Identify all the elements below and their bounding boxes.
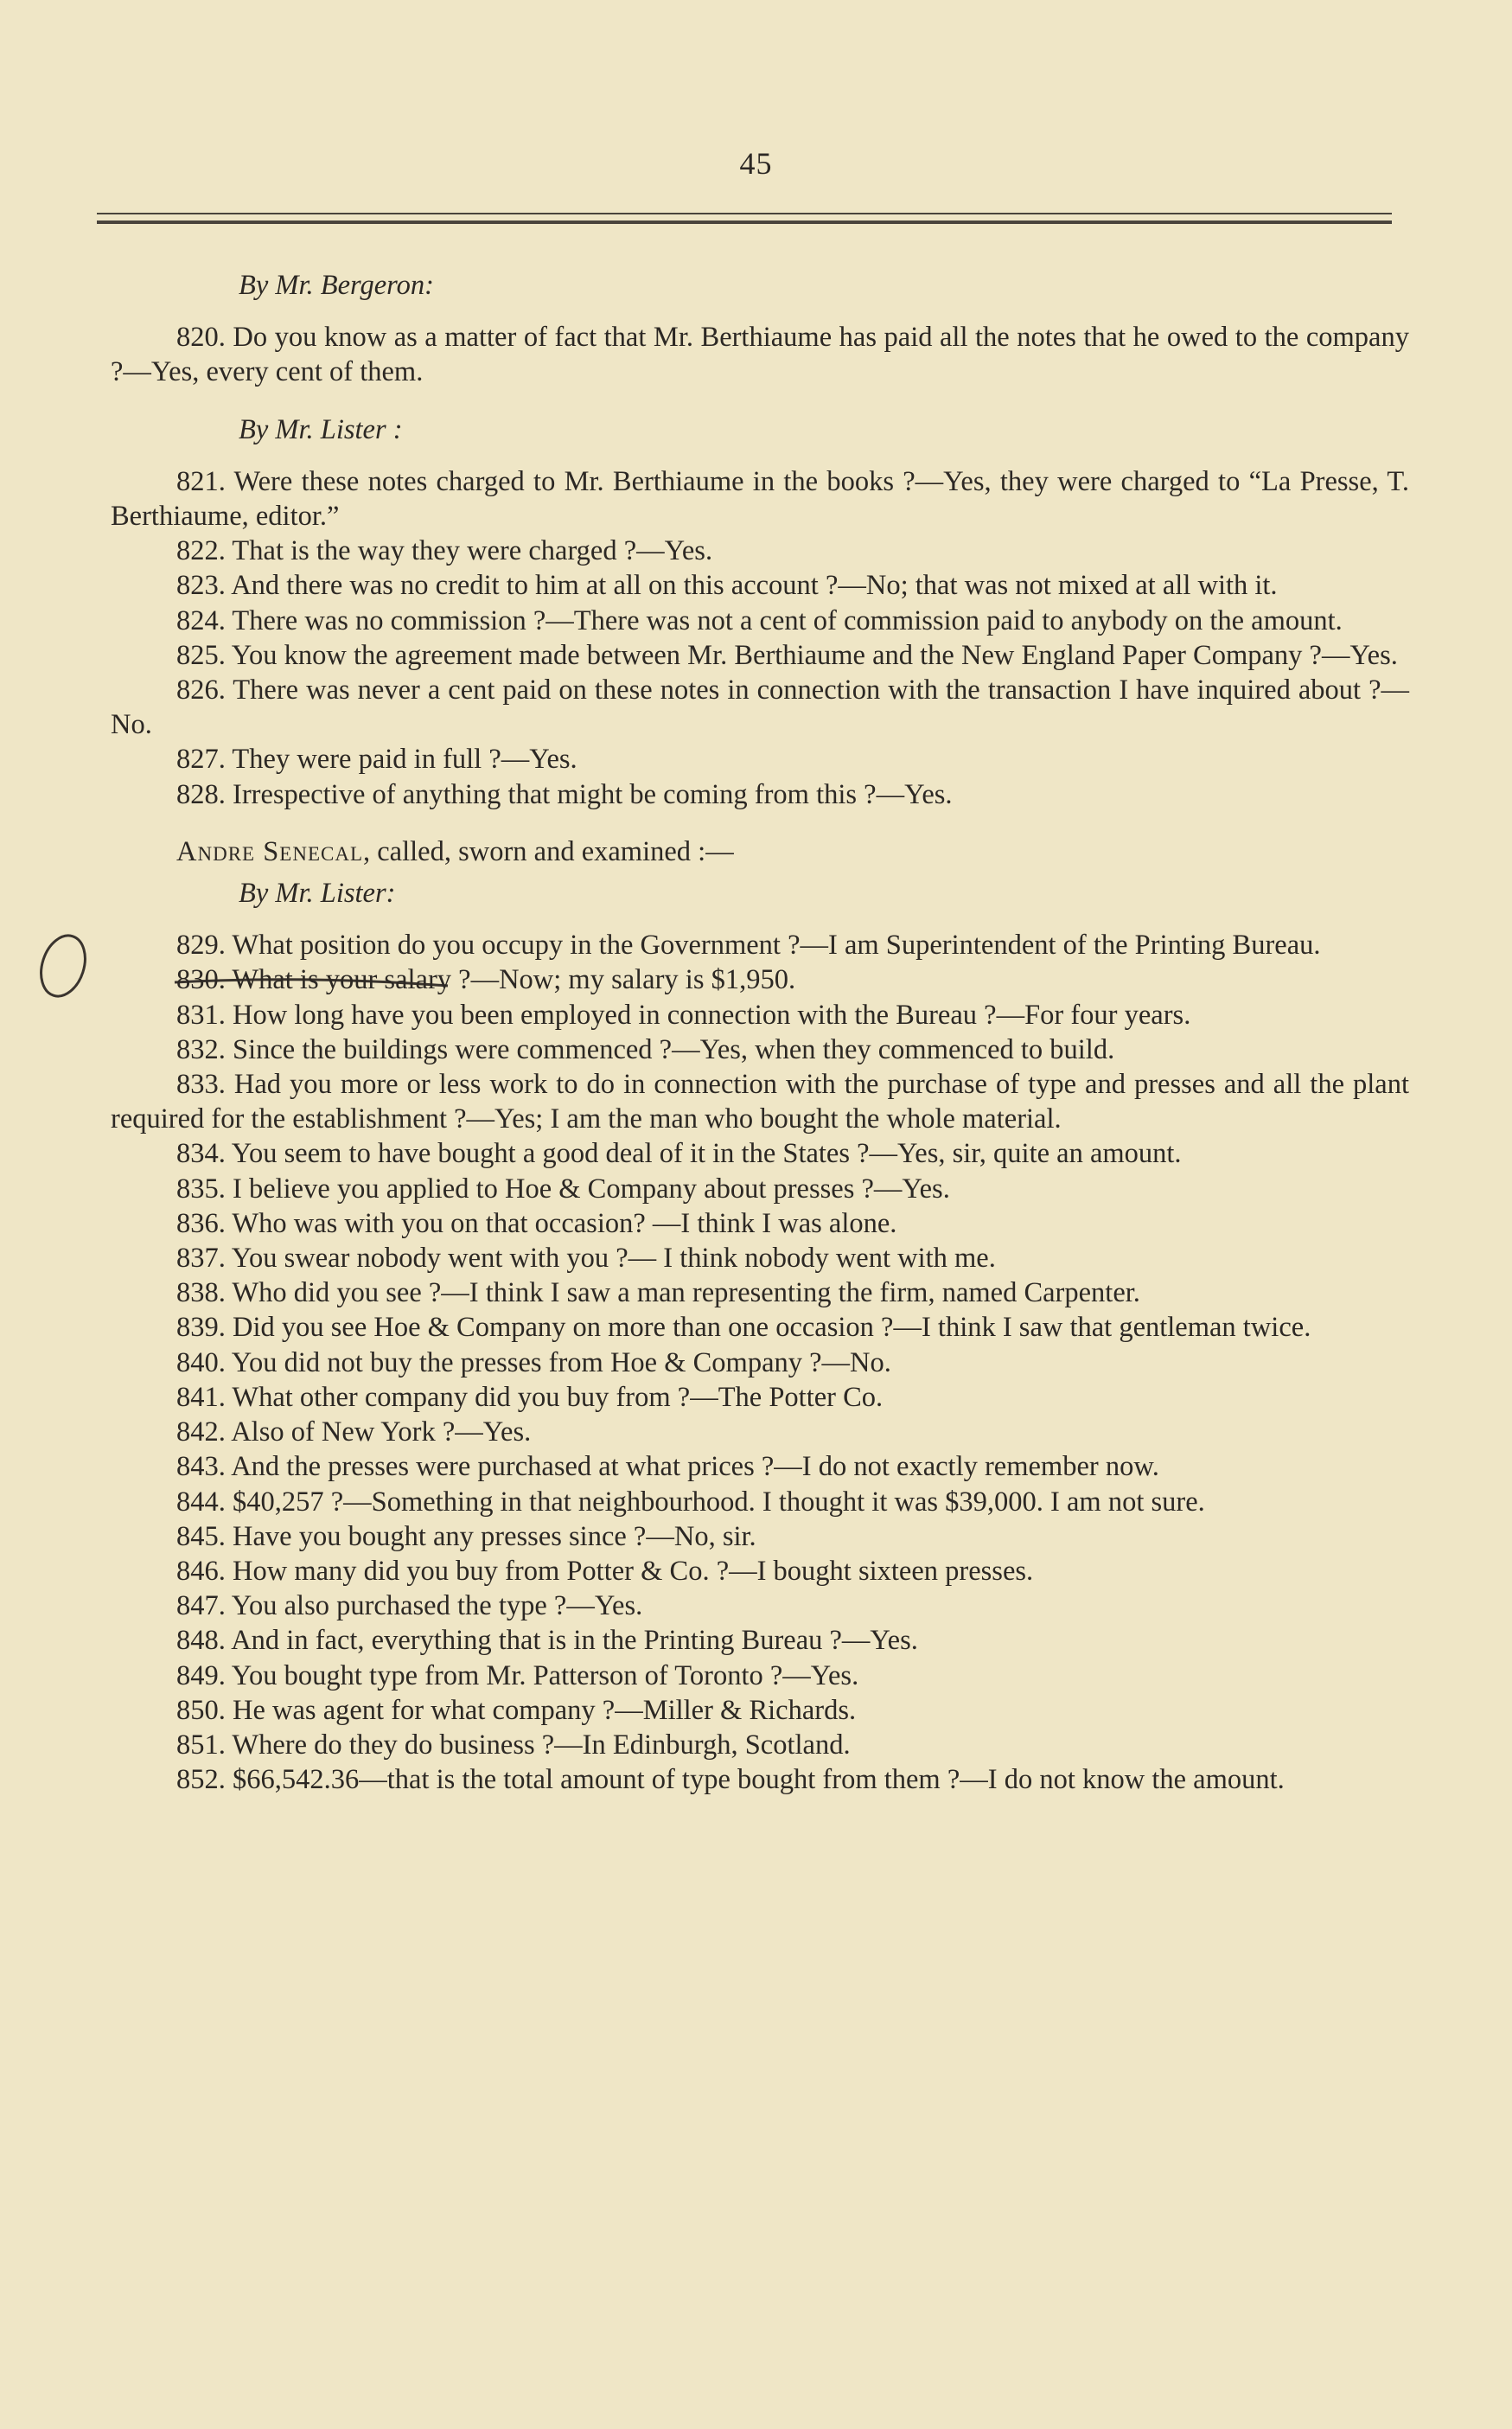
byline: By Mr. Lister: <box>239 878 396 910</box>
qa-paragraph: 832. Since the buildings were commenced ?—Yes, when they commenced to build. <box>176 1033 1115 1065</box>
header-rule-thin <box>97 213 1392 214</box>
qa-paragraph: 824. There was no commission ?—There was not a cent of commission paid to anybody on the amount. <box>176 604 1343 636</box>
witness-called-text: , called, sworn and examined :— <box>363 835 734 867</box>
qa-paragraph: 825. You know the agreement made between Mr. Berthiaume and the New England Paper Company ?—Yes. <box>176 639 1398 671</box>
qa-paragraph: 823. And there was no credit to him at all on this account ?—No; that was not mixed at all with it. <box>176 570 1278 602</box>
qa-paragraph: 841. What other company did you buy from ?—The Potter Co. <box>176 1381 884 1413</box>
qa-paragraph: 837. You swear nobody went with you ?— I think nobody went with me. <box>176 1243 996 1275</box>
page-number: 45 <box>739 146 773 181</box>
qa-paragraph: 833. Had you more or less work to do in connection with the purchase of type and presses and all the plant required for the establishment ?—Yes; I am the man who bought the whole material. <box>111 1069 1409 1135</box>
qa-paragraph: 836. Who was with you on that occasion? —I think I was alone. <box>176 1207 897 1239</box>
testimony-text <box>111 268 1409 1797</box>
qa-paragraph: 847. You also purchased the type ?—Yes. <box>176 1590 643 1622</box>
header-rule-thick <box>97 221 1392 224</box>
qa-paragraph: 844. $40,257 ?—Something in that neighbourhood. I thought it was $39,000. I am not sure. <box>176 1486 1205 1518</box>
qa-paragraph: 842. Also of New York ?—Yes. <box>176 1416 532 1448</box>
qa-paragraph: 834. You seem to have bought a good deal of it in the States ?—Yes, sir, quite an amount. <box>176 1138 1182 1170</box>
qa-paragraph: 820. Do you know as a matter of fact that Mr. Berthiaume has paid all the notes that he owed to the company ?—Yes, every cent of them. <box>111 322 1409 388</box>
qa-paragraph: 822. That is the way they were charged ?—Yes. <box>176 535 713 567</box>
qa-paragraph: 827. They were paid in full ?—Yes. <box>176 744 577 776</box>
qa-paragraph: 829. What position do you occupy in the Government ?—I am Superintendent of the Printing Bureau. <box>176 930 1321 962</box>
qa-paragraph: 830. What is your salary ?—Now; my salary is $1,950. <box>176 964 796 996</box>
qa-paragraph: 839. Did you see Hoe & Company on more than one occasion ?—I think I saw that gentleman twice. <box>176 1312 1311 1344</box>
witness-line <box>111 834 1409 869</box>
qa-paragraph: 828. Irrespective of anything that might be coming from this ?—Yes. <box>176 778 953 810</box>
byline: By Mr. Lister : <box>239 413 403 445</box>
qa-paragraph: 846. How many did you buy from Potter & Co. ?—I bought sixteen presses. <box>176 1555 1034 1587</box>
witness-name: Andre Senecal <box>176 835 363 867</box>
qa-paragraph: 850. He was agent for what company ?—Miller & Richards. <box>176 1694 857 1726</box>
qa-paragraph: 851. Where do they do business ?—In Edinburgh, Scotland. <box>176 1729 851 1761</box>
qa-paragraph: 838. Who did you see ?—I think I saw a man representing the firm, named Carpenter. <box>176 1277 1140 1309</box>
qa-paragraph: 821. Were these notes charged to Mr. Berthiaume in the books ?—Yes, they were charged to “La Presse, T. Berthiaume, editor.” <box>111 465 1409 533</box>
qa-paragraph: 843. And the presses were purchased at what prices ?—I do not exactly remember now. <box>176 1451 1159 1483</box>
qa-paragraph: 840. You did not buy the presses from Hoe & Company ?—No. <box>176 1346 891 1378</box>
byline: By Mr. Bergeron: <box>239 270 434 301</box>
handwritten-circle-mark <box>35 929 92 1003</box>
qa-paragraph: 849. You bought type from Mr. Patterson of Toronto ?—Yes. <box>176 1659 859 1691</box>
qa-paragraph: 831. How long have you been employed in connection with the Bureau ?—For four years. <box>176 999 1191 1031</box>
qa-paragraph: 852. $66,542.36—that is the total amount of type bought from them ?—I do not know the amount. <box>176 1764 1285 1796</box>
qa-paragraph: 848. And in fact, everything that is in the Printing Bureau ?—Yes. <box>176 1625 918 1657</box>
qa-paragraph: 835. I believe you applied to Hoe & Company about presses ?—Yes. <box>176 1173 950 1205</box>
qa-paragraph: 845. Have you bought any presses since ?—No, sir. <box>176 1520 756 1552</box>
qa-paragraph: 826. There was never a cent paid on these notes in connection with the transaction I have inquired about ?—No. <box>111 674 1409 741</box>
